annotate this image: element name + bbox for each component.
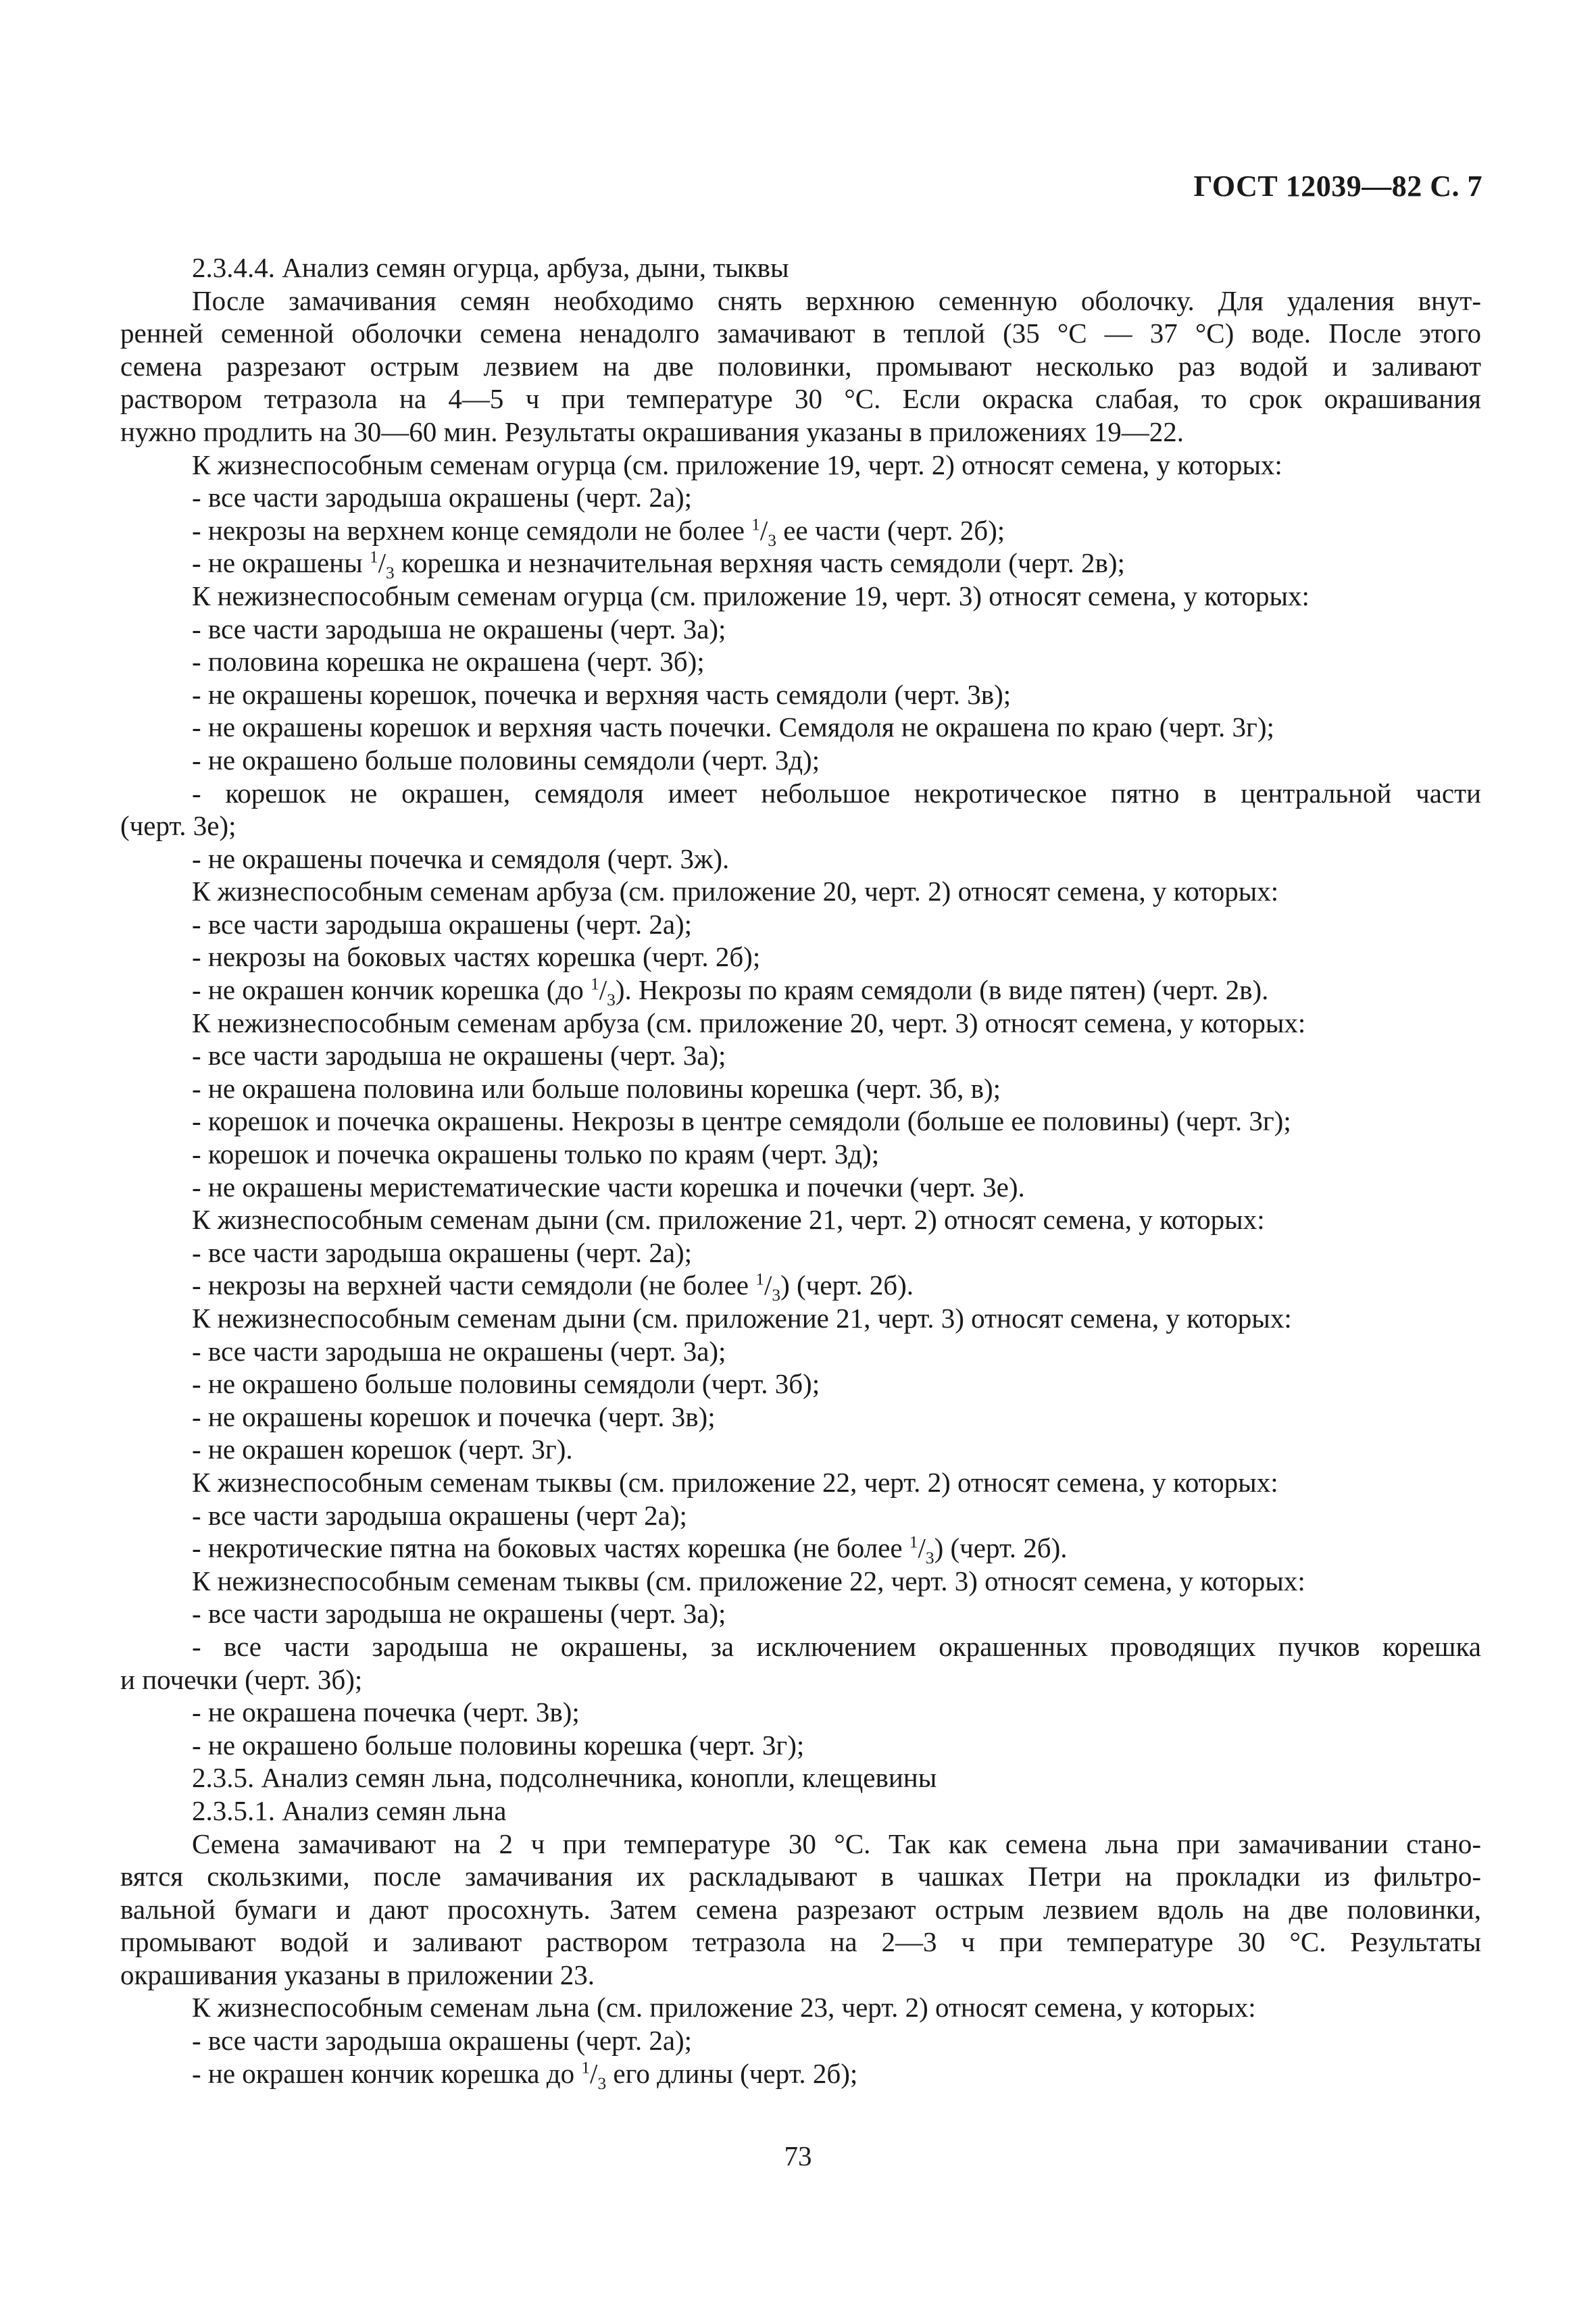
list-item: - не окрашено больше половины семядоли (черт. 3б); [192, 1368, 820, 1400]
page-body [120, 251, 1481, 2093]
list-item [120, 514, 1481, 550]
text-span: - некрозы на верхней части семядоли (не более [192, 1269, 756, 1301]
list-intro: К жизнеспособным семенам огурца (см. приложение 19, черт. 2) относят семена, у которых: [192, 449, 1282, 480]
list-item [120, 2057, 1481, 2093]
text-line: окрашивания указаны в приложении 23. [120, 1959, 595, 1990]
list-intro: К нежизнеспособным семенам огурца (см. приложение 19, черт. 3) относят семена, у которых: [192, 580, 1310, 611]
list-item: - все части зародыша не окрашены (черт. 3а); [192, 1335, 726, 1367]
fraction-slash: / [599, 974, 607, 1006]
list-item: - не окрашено больше половины корешка (черт. 3г); [192, 1729, 805, 1761]
fraction-denominator: 3 [768, 530, 776, 550]
fraction-numerator: 1 [369, 547, 378, 567]
text-line: промывают водой и заливают раствором тетразола на 2—3 ч при температуре 30 °С. Результаты [120, 1926, 1481, 1958]
list-item: - не окрашены корешок и почечка (черт. 3в); [192, 1401, 716, 1432]
list-item: - не окрашен корешок (черт. 3г). [192, 1434, 573, 1465]
fraction-slash: / [764, 1269, 772, 1301]
running-header: ГОСТ 12039—82 С. 7 [1193, 170, 1482, 203]
list-item: - корешок не окрашен, семядоля имеет небольшое некротическое пятно в центральной части [192, 777, 1481, 809]
text-span: ) (черт. 2б). [934, 1532, 1068, 1564]
list-intro: К жизнеспособным семенам дыни (см. приложение 21, черт. 2) относят семена, у которых: [192, 1204, 1265, 1236]
text-span: - не окрашен кончик корешка до [192, 2057, 582, 2089]
fraction-slash: / [590, 2057, 598, 2089]
text-line: ренней семенной оболочки семена ненадолго замачивают в теплой (35 °С — 37 °С) воде. После этого [120, 318, 1481, 349]
list-intro: К нежизнеспособным семенам арбуза (см. приложение 20, черт. 3) относят семена, у которых: [192, 1007, 1306, 1038]
fraction-denominator: 3 [597, 2073, 607, 2093]
text-span: ). Некрозы по краям семядоли (в виде пятен) (черт. 2в). [615, 974, 1269, 1006]
list-item: - половина корешка не окрашена (черт. 3б); [192, 646, 705, 678]
list-item: - все части зародыша окрашены (черт. 2а); [192, 1236, 693, 1268]
list-item: - все части зародыша окрашены (черт. 2а); [192, 482, 693, 513]
list-item [120, 974, 1481, 1010]
text-span: - не окрашен кончик корешка (до [192, 974, 591, 1006]
text-span: его длины (черт. 2б); [606, 2057, 858, 2089]
fraction-denominator: 3 [772, 1286, 781, 1305]
list-item: - все части зародыша не окрашены (черт. 3а); [192, 1040, 726, 1072]
list-item [120, 1532, 1481, 1568]
list-item [120, 1269, 1481, 1305]
subsection-heading: 2.3.5.1. Анализ семян льна [192, 1794, 507, 1826]
section-heading: 2.3.5. Анализ семян льна, подсолнечника, конопли, клещевины [192, 1762, 937, 1794]
list-item [120, 547, 1481, 583]
text-span: ее части (черт. 2б); [776, 514, 1005, 546]
list-item: - не окрашены корешок, почечка и верхняя часть семядоли (черт. 3в); [192, 678, 1012, 710]
fraction-denominator: 3 [607, 990, 616, 1010]
text-line: вальной бумаги и дают просохнуть. Затем семена разрезают острым лезвием вдоль на две половинки, [120, 1893, 1481, 1925]
text-span: - не окрашены [192, 547, 370, 579]
fraction-numerator: 1 [755, 1269, 764, 1289]
list-intro: К жизнеспособным семенам тыквы (см. приложение 22, черт. 2) относят семена, у которых: [192, 1466, 1278, 1498]
fraction-numerator: 1 [909, 1532, 918, 1552]
list-item: - все части зародыша окрашены (черт 2а); [192, 1499, 687, 1531]
fraction-slash: / [378, 547, 386, 579]
fraction-denominator: 3 [386, 563, 395, 583]
text-line: вятся скользкими, после замачивания их раскладывают в чашках Петри на прокладки из фильтро- [120, 1861, 1481, 1892]
list-item: - не окрашены меристематические части корешка и почечки (черт. 3е). [192, 1171, 1025, 1203]
fraction-slash: / [759, 514, 768, 546]
text-span: - некрозы на верхнем конце семядоли не более [192, 514, 752, 546]
list-item-continuation: и почечки (черт. 3б); [120, 1663, 363, 1695]
list-item: - все части зародыша окрашены (черт. 2а); [192, 908, 693, 940]
text-span: ) (черт. 2б). [780, 1269, 914, 1301]
list-item: - корешок и почечка окрашены только по краям (черт. 3д); [192, 1138, 880, 1170]
list-item: - не окрашена почечка (черт. 3в); [192, 1696, 580, 1728]
list-item: - не окрашены почечка и семядоля (черт. 3ж). [192, 842, 730, 874]
list-item: - все части зародыша не окрашены (черт. 3а); [192, 613, 726, 645]
page-number: 73 [784, 2140, 812, 2171]
list-intro: К нежизнеспособным семенам дыни (см. приложение 21, черт. 3) относят семена, у которых: [192, 1303, 1292, 1334]
text-line: семена разрезают острым лезвием на две половинки, промывают несколько раз водой и заливают [120, 350, 1481, 382]
list-intro: К жизнеспособным семенам льна (см. приложение 23, черт. 2) относят семена, у которых: [192, 1992, 1256, 2023]
list-item: - корешок и почечка окрашены. Некрозы в центре семядоли (больше ее половины) (черт. 3г); [192, 1105, 1291, 1137]
list-intro: К нежизнеспособным семенам тыквы (см. приложение 22, черт. 3) относят семена, у которых: [192, 1565, 1305, 1596]
list-item: - некрозы на боковых частях корешка (черт. 2б); [192, 941, 761, 973]
section-heading: 2.3.4.4. Анализ семян огурца, арбуза, дыни, тыквы [192, 252, 789, 283]
list-item: - все части зародыша не окрашены, за исключением окрашенных проводящих пучков корешка [192, 1630, 1481, 1662]
fraction-denominator: 3 [925, 1549, 934, 1568]
text-line: После замачивания семян необходимо снять верхнюю семенную оболочку. Для удаления внут- [192, 284, 1481, 316]
list-item: - не окрашено больше половины семядоли (черт. 3д); [192, 744, 820, 776]
text-span: - некротические пятна на боковых частях корешка (не более [192, 1532, 909, 1564]
list-item: - не окрашена половина или больше половины корешка (черт. 3б, в); [192, 1072, 1001, 1104]
list-item-continuation: (черт. 3е); [120, 810, 236, 842]
fraction-numerator: 1 [581, 2058, 591, 2077]
fraction-numerator: 1 [751, 515, 760, 534]
text-span: корешка и незначительная верхняя часть семядоли (черт. 2в); [394, 547, 1125, 579]
list-intro: К жизнеспособным семенам арбуза (см. приложение 20, черт. 2) относят семена, у которых: [192, 876, 1279, 907]
fraction-slash: / [918, 1532, 926, 1564]
list-item: - все части зародыша окрашены (черт. 2а); [192, 2025, 693, 2057]
text-line: нужно продлить на 30—60 мин. Результаты окрашивания указаны в приложениях 19—22. [120, 416, 1184, 447]
list-item: - все части зародыша не окрашены (черт. 3а); [192, 1598, 726, 1630]
text-line: Семена замачивают на 2 ч при температуре 30 °С. Так как семена льна при замачивании стано- [192, 1828, 1481, 1859]
text-line: раствором тетразола на 4—5 ч при температуре 30 °С. Если окраска слабая, то срок окрашивания [120, 383, 1481, 415]
list-item: - не окрашены корешок и верхняя часть почечки. Семядоля не окрашена по краю (черт. 3г); [192, 711, 1274, 743]
fraction-numerator: 1 [591, 974, 599, 994]
